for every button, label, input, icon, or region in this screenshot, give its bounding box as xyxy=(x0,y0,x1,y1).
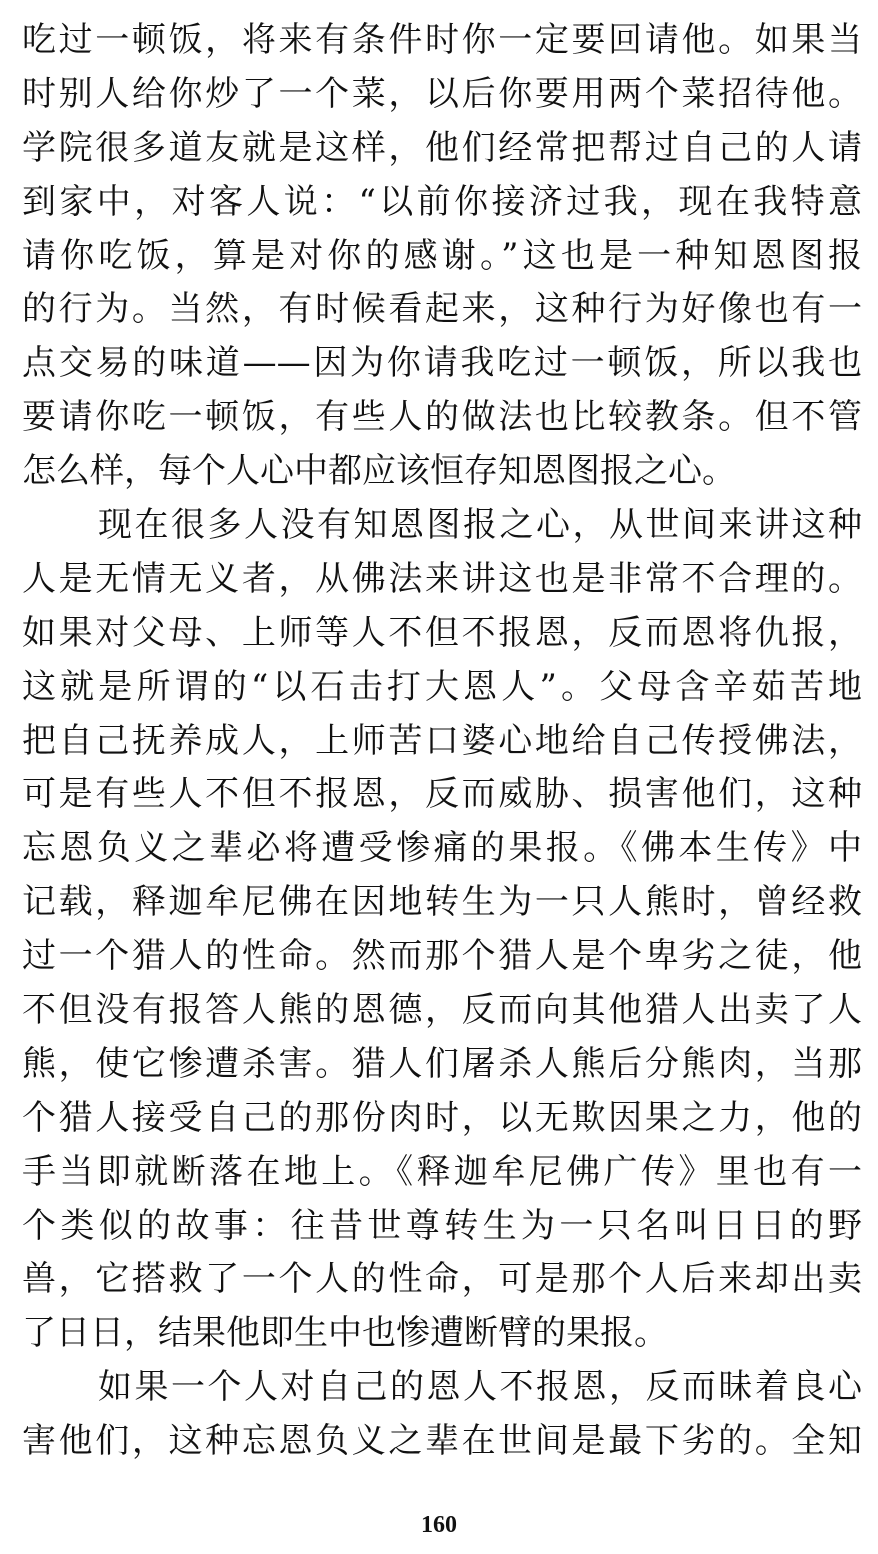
text-line: 可是有些人不但不报恩，反而威胁、损害他们，这种 xyxy=(22,774,862,815)
text-line: 忘恩负义之辈必将遭受惨痛的果报。《佛本生传》中 xyxy=(22,828,862,869)
body-text xyxy=(22,14,862,1469)
text-line: 这就是所谓的“以石击打大恩人”。父母含辛茹苦地 xyxy=(22,666,862,707)
text-line: 兽，它搭救了一个人的性命，可是那个人后来却出卖 xyxy=(22,1259,862,1300)
text-line: 如果对父母、上师等人不但不报恩，反而恩将仇报， xyxy=(22,612,862,653)
text-line: 记载，释迦牟尼佛在因地转生为一只人熊时，曾经救 xyxy=(22,882,862,923)
text-line: 手当即就断落在地上。《释迦牟尼佛广传》里也有一 xyxy=(22,1151,862,1192)
text-line: 不但没有报答人熊的恩德，反而向其他猎人出卖了人 xyxy=(22,990,862,1031)
text-line: 害他们，这种忘恩负义之辈在世间是最下劣的。全知 xyxy=(22,1421,862,1462)
text-line: 把自己抚养成人，上师苦口婆心地给自己传授佛法， xyxy=(22,720,862,761)
text-line: 点交易的味道——因为你请我吃过一顿饭，所以我也 xyxy=(22,343,862,384)
text-line: 要请你吃一顿饭，有些人的做法也比较教条。但不管 xyxy=(22,397,862,438)
text-line: 请你吃饭，算是对你的感谢。”这也是一种知恩图报 xyxy=(22,235,862,276)
text-line: 怎么样，每个人心中都应该恒存知恩图报之心。 xyxy=(22,451,736,492)
text-line: 到家中，对客人说：“以前你接济过我，现在我特意 xyxy=(22,181,862,222)
text-line: 时别人给你炒了一个菜，以后你要用两个菜招待他。 xyxy=(22,73,862,114)
text-line: 吃过一顿饭，将来有条件时你一定要回请他。如果当 xyxy=(22,20,862,60)
text-line: 个猎人接受自己的那份肉时，以无欺因果之力，他的 xyxy=(22,1097,862,1138)
paragraph-start-line: 现在很多人没有知恩图报之心，从世间来讲这种 xyxy=(98,505,862,546)
text-line: 人是无情无义者，从佛法来讲这也是非常不合理的。 xyxy=(22,558,862,599)
text-line: 熊，使它惨遭杀害。猎人们屠杀人熊后分熊肉，当那 xyxy=(22,1043,862,1084)
text-line: 个类似的故事：往昔世尊转生为一只名叫日日的野 xyxy=(22,1205,862,1246)
paragraph-start-line: 如果一个人对自己的恩人不报恩，反而昧着良心 xyxy=(98,1367,862,1408)
text-line: 学院很多道友就是这样，他们经常把帮过自己的人请 xyxy=(22,127,862,168)
page-number: 160 xyxy=(421,1512,457,1538)
text-line: 了日日，结果他即生中也惨遭断臂的果报。 xyxy=(22,1313,668,1354)
text-line: 的行为。当然，有时候看起来，这种行为好像也有一 xyxy=(22,289,862,330)
text-line: 过一个猎人的性命。然而那个猎人是个卑劣之徒，他 xyxy=(22,936,862,977)
